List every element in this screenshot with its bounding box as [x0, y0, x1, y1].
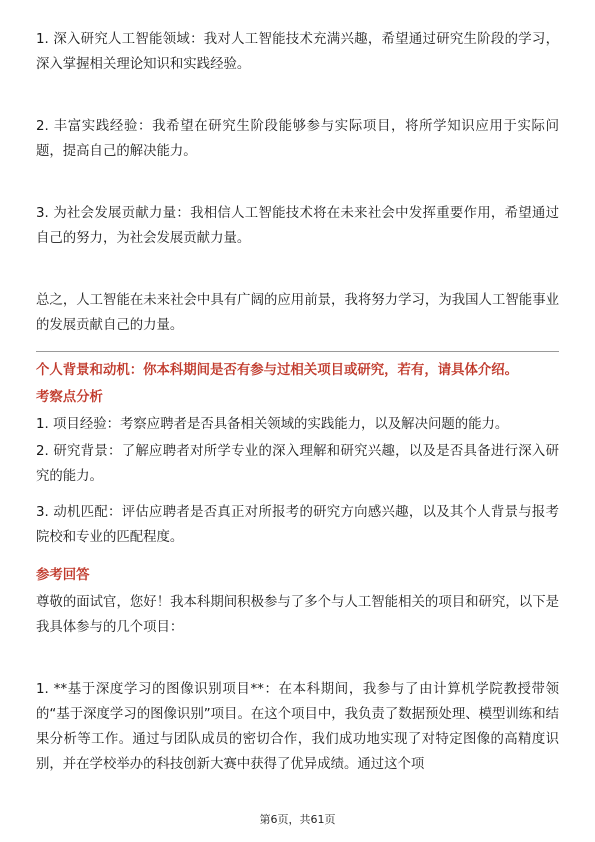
analysis-item-1: 1. 项目经验：考察应聘者是否具备相关领域的实践能力，以及解决问题的能力。: [36, 417, 509, 432]
intro-item-3: 3. 为社会发展贡献力量：我相信人工智能技术将在未来社会中发挥重要作用，希望通过自己的努力，为社会发展贡献力量。: [36, 206, 559, 246]
intro-item-2: 2. 丰富实践经验：我希望在研究生阶段能够参与实际项目，将所学知识应用于实际问题，提高自己的解决能力。: [36, 119, 559, 159]
conclusion-paragraph: 总之，人工智能在未来社会中具有广阔的应用前景，我将努力学习，为我国人工智能事业的发展贡献自己的力量。: [36, 293, 559, 333]
page-footer: 第6页，共61页: [259, 813, 336, 826]
intro-item-1: 1. 深入研究人工智能领域：我对人工智能技术充满兴趣，希望通过研究生阶段的学习，深入掌握相关理论知识和实践经验。: [36, 32, 559, 72]
analysis-item-3: 3. 动机匹配：评估应聘者是否真正对所报考的研究方向感兴趣，以及其个人背景与报考院校和专业的匹配程度。: [36, 505, 559, 545]
question-heading: 个人背景和动机：你本科期间是否有参与过相关项目或研究，若有，请具体介绍。: [36, 363, 519, 378]
answer-heading: 参考回答: [36, 568, 90, 583]
answer-item-1: 1. **基于深度学习的图像识别项目**：在本科期间，我参与了由计算机学院教授带领的“基于深度学习的图像识别”项目。在这个项目中，我负责了数据预处理、模型训练和结果分析等工作。通过与团队成员的密切合作，我们成功地实现了对特定图像的高精度识别，并在学校举办的科技创新大赛中获得了优异成绩。通过这个项: [36, 682, 559, 772]
section-divider: [36, 351, 559, 352]
analysis-heading: 考察点分析: [36, 390, 103, 405]
analysis-item-2: 2. 研究背景：了解应聘者对所学专业的深入理解和研究兴趣，以及是否具备进行深入研究的能力。: [36, 444, 559, 484]
answer-intro: 尊敬的面试官，您好！我本科期间积极参与了多个与人工智能相关的项目和研究，以下是我具体参与的几个项目：: [36, 595, 559, 635]
